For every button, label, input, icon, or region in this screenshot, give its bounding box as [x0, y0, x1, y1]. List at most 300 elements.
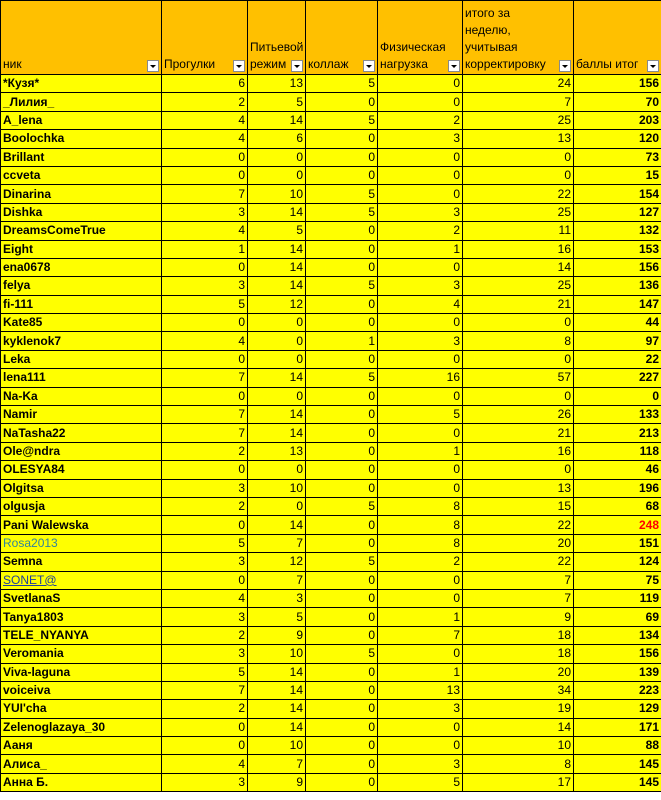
nick-cell[interactable]: DreamsComeTrue	[1, 222, 162, 240]
week-total-cell[interactable]: 22	[463, 185, 574, 203]
nick-cell[interactable]: fi-111	[1, 295, 162, 313]
header-row	[1, 1, 661, 75]
points-total-cell[interactable]: 73	[574, 148, 661, 166]
walks-cell[interactable]: 0	[162, 148, 248, 166]
exercise-cell[interactable]: 0	[378, 387, 463, 405]
table-row	[1, 681, 661, 699]
drinking-cell[interactable]: 10	[248, 645, 306, 663]
drinking-cell[interactable]: 5	[248, 93, 306, 111]
nick-cell[interactable]: ccveta	[1, 166, 162, 184]
drinking-cell[interactable]: 0	[248, 148, 306, 166]
nick-cell[interactable]: Dinarina	[1, 185, 162, 203]
drinking-cell[interactable]: 0	[248, 461, 306, 479]
points-total-cell[interactable]: 196	[574, 479, 661, 497]
header-points-total[interactable]: баллы итог	[574, 1, 661, 75]
points-total-cell[interactable]: 124	[574, 553, 661, 571]
nick-cell[interactable]: lena111	[1, 369, 162, 387]
points-total-cell[interactable]: 156	[574, 75, 661, 93]
drinking-cell[interactable]: 9	[248, 773, 306, 791]
exercise-cell[interactable]: 0	[378, 314, 463, 332]
exercise-cell[interactable]: 0	[378, 350, 463, 368]
collage-cell[interactable]: 0	[306, 534, 378, 552]
collage-cell[interactable]: 0	[306, 130, 378, 148]
filter-dropdown-icon[interactable]	[448, 60, 460, 72]
walks-cell[interactable]: 7	[162, 369, 248, 387]
walks-cell[interactable]: 7	[162, 424, 248, 442]
drinking-cell[interactable]: 0	[248, 166, 306, 184]
drinking-cell[interactable]: 14	[248, 277, 306, 295]
collage-cell[interactable]: 0	[306, 148, 378, 166]
exercise-cell[interactable]: 1	[378, 442, 463, 460]
exercise-cell[interactable]: 0	[378, 166, 463, 184]
nick-cell[interactable]: SvetlanaS	[1, 589, 162, 607]
nick-cell[interactable]: felya	[1, 277, 162, 295]
drinking-cell[interactable]: 0	[248, 314, 306, 332]
week-total-cell[interactable]: 24	[463, 75, 574, 93]
exercise-cell[interactable]: 4	[378, 295, 463, 313]
points-total-cell[interactable]: 145	[574, 773, 661, 791]
drinking-cell[interactable]: 14	[248, 111, 306, 129]
points-total-cell[interactable]: 132	[574, 222, 661, 240]
header-week-total[interactable]: итого за неделю, учитывая корректировку	[463, 1, 574, 75]
exercise-cell[interactable]: 1	[378, 663, 463, 681]
nick-cell[interactable]: Leka	[1, 350, 162, 368]
points-total-cell[interactable]: 22	[574, 350, 661, 368]
nick-cell[interactable]: *Кузя*	[1, 75, 162, 93]
points-total-cell[interactable]: 227	[574, 369, 661, 387]
exercise-cell[interactable]: 5	[378, 773, 463, 791]
collage-cell[interactable]: 0	[306, 755, 378, 773]
collage-cell[interactable]: 1	[306, 332, 378, 350]
table-row	[1, 516, 661, 534]
header-walks[interactable]: Прогулки	[162, 1, 248, 75]
collage-cell[interactable]: 5	[306, 369, 378, 387]
drinking-cell[interactable]: 7	[248, 571, 306, 589]
nick-cell[interactable]: Namir	[1, 406, 162, 424]
walks-cell[interactable]: 3	[162, 773, 248, 791]
header-drinking[interactable]: Питьевой режим	[248, 1, 306, 75]
collage-cell[interactable]: 0	[306, 424, 378, 442]
nick-cell[interactable]: YUI'cha	[1, 700, 162, 718]
points-total-cell[interactable]: 129	[574, 700, 661, 718]
drinking-cell[interactable]: 5	[248, 222, 306, 240]
exercise-cell[interactable]: 2	[378, 111, 463, 129]
drinking-cell[interactable]: 14	[248, 369, 306, 387]
exercise-cell[interactable]: 5	[378, 406, 463, 424]
collage-cell[interactable]: 0	[306, 461, 378, 479]
points-total-cell[interactable]: 171	[574, 718, 661, 736]
week-total-cell[interactable]: 21	[463, 424, 574, 442]
week-total-cell[interactable]: 14	[463, 718, 574, 736]
exercise-cell[interactable]: 0	[378, 737, 463, 755]
drinking-cell[interactable]: 14	[248, 516, 306, 534]
walks-cell[interactable]: 5	[162, 663, 248, 681]
filter-dropdown-icon[interactable]	[647, 60, 659, 72]
collage-cell[interactable]: 0	[306, 166, 378, 184]
nick-cell[interactable]: Rosa2013	[1, 534, 162, 552]
walks-cell[interactable]: 4	[162, 222, 248, 240]
walks-cell[interactable]: 7	[162, 681, 248, 699]
drinking-cell[interactable]: 14	[248, 203, 306, 221]
collage-cell[interactable]: 0	[306, 240, 378, 258]
nick-cell[interactable]: OLESYA84	[1, 461, 162, 479]
table-row	[1, 295, 661, 313]
exercise-cell[interactable]: 1	[378, 240, 463, 258]
drinking-cell[interactable]: 14	[248, 258, 306, 276]
walks-cell[interactable]: 2	[162, 442, 248, 460]
walks-cell[interactable]: 2	[162, 700, 248, 718]
week-total-cell[interactable]: 8	[463, 332, 574, 350]
filter-dropdown-icon[interactable]	[233, 60, 245, 72]
exercise-cell[interactable]: 0	[378, 589, 463, 607]
nick-cell[interactable]: Pani Walewska	[1, 516, 162, 534]
collage-cell[interactable]: 0	[306, 479, 378, 497]
week-total-cell[interactable]: 21	[463, 295, 574, 313]
points-total-cell[interactable]: 145	[574, 755, 661, 773]
points-total-cell[interactable]: 139	[574, 663, 661, 681]
walks-cell[interactable]: 6	[162, 75, 248, 93]
table-row	[1, 461, 661, 479]
walks-cell[interactable]: 3	[162, 479, 248, 497]
walks-cell[interactable]: 0	[162, 737, 248, 755]
exercise-cell[interactable]: 0	[378, 93, 463, 111]
nick-cell[interactable]: Olgitsa	[1, 479, 162, 497]
drinking-cell[interactable]: 9	[248, 626, 306, 644]
collage-cell[interactable]: 0	[306, 222, 378, 240]
exercise-cell[interactable]: 3	[378, 277, 463, 295]
nick-cell[interactable]: kyklenok7	[1, 332, 162, 350]
drinking-cell[interactable]: 5	[248, 608, 306, 626]
walks-cell[interactable]: 0	[162, 571, 248, 589]
drinking-cell[interactable]: 14	[248, 663, 306, 681]
week-total-cell[interactable]: 25	[463, 277, 574, 295]
points-total-cell[interactable]: 223	[574, 681, 661, 699]
week-total-cell[interactable]: 0	[463, 314, 574, 332]
week-total-cell[interactable]: 19	[463, 700, 574, 718]
points-total-cell[interactable]: 88	[574, 737, 661, 755]
drinking-cell[interactable]: 14	[248, 240, 306, 258]
exercise-cell[interactable]: 0	[378, 479, 463, 497]
collage-cell[interactable]: 5	[306, 203, 378, 221]
exercise-cell[interactable]: 0	[378, 148, 463, 166]
exercise-cell[interactable]: 3	[378, 332, 463, 350]
points-total-cell[interactable]: 0	[574, 387, 661, 405]
collage-cell[interactable]: 0	[306, 681, 378, 699]
week-total-cell[interactable]: 22	[463, 516, 574, 534]
walks-cell[interactable]: 4	[162, 332, 248, 350]
walks-cell[interactable]: 0	[162, 516, 248, 534]
exercise-cell[interactable]: 0	[378, 185, 463, 203]
walks-cell[interactable]: 3	[162, 277, 248, 295]
exercise-cell[interactable]: 13	[378, 681, 463, 699]
collage-cell[interactable]: 0	[306, 387, 378, 405]
walks-cell[interactable]: 4	[162, 589, 248, 607]
exercise-cell[interactable]: 8	[378, 516, 463, 534]
points-total-cell[interactable]: 213	[574, 424, 661, 442]
collage-cell[interactable]: 0	[306, 663, 378, 681]
drinking-cell[interactable]: 3	[248, 589, 306, 607]
walks-cell[interactable]: 3	[162, 553, 248, 571]
filter-dropdown-icon[interactable]	[147, 60, 159, 72]
week-total-cell[interactable]: 34	[463, 681, 574, 699]
nick-cell[interactable]: Brillant	[1, 148, 162, 166]
week-total-cell[interactable]: 25	[463, 111, 574, 129]
exercise-cell[interactable]: 0	[378, 645, 463, 663]
points-total-cell[interactable]: 70	[574, 93, 661, 111]
collage-cell[interactable]: 0	[306, 516, 378, 534]
collage-cell[interactable]: 0	[306, 295, 378, 313]
week-total-cell[interactable]: 18	[463, 626, 574, 644]
walks-cell[interactable]: 4	[162, 130, 248, 148]
week-total-cell[interactable]: 22	[463, 553, 574, 571]
collage-cell[interactable]: 5	[306, 553, 378, 571]
nick-cell[interactable]: TELE_NYANYA	[1, 626, 162, 644]
drinking-cell[interactable]: 0	[248, 332, 306, 350]
exercise-cell[interactable]: 0	[378, 258, 463, 276]
week-total-cell[interactable]: 0	[463, 387, 574, 405]
drinking-cell[interactable]: 0	[248, 387, 306, 405]
exercise-cell[interactable]: 0	[378, 718, 463, 736]
exercise-cell[interactable]: 0	[378, 424, 463, 442]
drinking-cell[interactable]: 6	[248, 130, 306, 148]
points-total-cell[interactable]: 156	[574, 645, 661, 663]
exercise-cell[interactable]: 0	[378, 571, 463, 589]
week-total-cell[interactable]: 0	[463, 350, 574, 368]
drinking-cell[interactable]: 14	[248, 700, 306, 718]
walks-cell[interactable]: 0	[162, 718, 248, 736]
walks-cell[interactable]: 3	[162, 203, 248, 221]
walks-cell[interactable]: 0	[162, 387, 248, 405]
week-total-cell[interactable]: 9	[463, 608, 574, 626]
drinking-cell[interactable]: 7	[248, 534, 306, 552]
week-total-cell[interactable]: 13	[463, 130, 574, 148]
points-total-cell[interactable]: 136	[574, 277, 661, 295]
exercise-cell[interactable]: 3	[378, 130, 463, 148]
walks-cell[interactable]: 7	[162, 406, 248, 424]
nick-cell[interactable]: Алиса_	[1, 755, 162, 773]
exercise-cell[interactable]: 8	[378, 534, 463, 552]
exercise-cell[interactable]: 2	[378, 553, 463, 571]
drinking-cell[interactable]: 0	[248, 497, 306, 515]
points-total-cell[interactable]: 127	[574, 203, 661, 221]
walks-cell[interactable]: 2	[162, 626, 248, 644]
collage-cell[interactable]: 5	[306, 645, 378, 663]
week-total-cell[interactable]: 26	[463, 406, 574, 424]
walks-cell[interactable]: 0	[162, 461, 248, 479]
table-row	[1, 589, 661, 607]
nick-cell[interactable]: NaTasha22	[1, 424, 162, 442]
points-total-cell[interactable]: 44	[574, 314, 661, 332]
exercise-cell[interactable]: 1	[378, 608, 463, 626]
week-total-cell[interactable]: 0	[463, 148, 574, 166]
filter-dropdown-icon[interactable]	[363, 60, 375, 72]
collage-cell[interactable]: 5	[306, 75, 378, 93]
nick-cell[interactable]: Ааня	[1, 737, 162, 755]
collage-cell[interactable]: 0	[306, 314, 378, 332]
nick-cell[interactable]: Na-Ka	[1, 387, 162, 405]
walks-cell[interactable]: 3	[162, 645, 248, 663]
week-total-cell[interactable]: 0	[463, 461, 574, 479]
header-exercise[interactable]: Физическая нагрузка	[378, 1, 463, 75]
walks-cell[interactable]: 0	[162, 166, 248, 184]
points-total-cell[interactable]: 119	[574, 589, 661, 607]
walks-cell[interactable]: 1	[162, 240, 248, 258]
week-total-cell[interactable]: 20	[463, 534, 574, 552]
walks-cell[interactable]: 2	[162, 93, 248, 111]
nick-cell[interactable]: Eight	[1, 240, 162, 258]
points-total-cell[interactable]: 69	[574, 608, 661, 626]
week-total-cell[interactable]: 16	[463, 240, 574, 258]
collage-cell[interactable]: 0	[306, 350, 378, 368]
points-total-cell[interactable]: 203	[574, 111, 661, 129]
exercise-cell[interactable]: 2	[378, 222, 463, 240]
week-total-cell[interactable]: 7	[463, 589, 574, 607]
header-collage[interactable]: коллаж	[306, 1, 378, 75]
walks-cell[interactable]: 0	[162, 350, 248, 368]
table-row	[1, 350, 661, 368]
week-total-cell[interactable]: 7	[463, 93, 574, 111]
points-total-cell[interactable]: 15	[574, 166, 661, 184]
drinking-cell[interactable]: 7	[248, 755, 306, 773]
exercise-cell[interactable]: 16	[378, 369, 463, 387]
points-total-cell[interactable]: 153	[574, 240, 661, 258]
drinking-cell[interactable]: 13	[248, 75, 306, 93]
exercise-cell[interactable]: 3	[378, 700, 463, 718]
drinking-cell[interactable]: 14	[248, 718, 306, 736]
header-nick[interactable]: ник	[1, 1, 162, 75]
collage-cell[interactable]: 0	[306, 406, 378, 424]
walks-cell[interactable]: 0	[162, 314, 248, 332]
nick-cell[interactable]: Zelenoglazaya_30	[1, 718, 162, 736]
nick-cell[interactable]: A_lena	[1, 111, 162, 129]
nick-cell[interactable]: Ole@ndra	[1, 442, 162, 460]
collage-cell[interactable]: 0	[306, 589, 378, 607]
week-total-cell[interactable]: 15	[463, 497, 574, 515]
nick-cell[interactable]: Анна Б.	[1, 773, 162, 791]
points-total-cell[interactable]: 133	[574, 406, 661, 424]
collage-cell[interactable]: 5	[306, 111, 378, 129]
table-row	[1, 424, 661, 442]
collage-cell[interactable]: 5	[306, 497, 378, 515]
walks-cell[interactable]: 5	[162, 534, 248, 552]
drinking-cell[interactable]: 12	[248, 553, 306, 571]
collage-cell[interactable]: 0	[306, 626, 378, 644]
drinking-cell[interactable]: 14	[248, 406, 306, 424]
table-row	[1, 571, 661, 589]
walks-cell[interactable]: 7	[162, 185, 248, 203]
collage-cell[interactable]: 0	[306, 258, 378, 276]
points-total-cell[interactable]: 68	[574, 497, 661, 515]
week-total-cell[interactable]: 25	[463, 203, 574, 221]
nick-cell[interactable]: Veromania	[1, 645, 162, 663]
week-total-cell[interactable]: 18	[463, 645, 574, 663]
week-total-cell[interactable]: 20	[463, 663, 574, 681]
collage-cell[interactable]: 0	[306, 718, 378, 736]
week-total-cell[interactable]: 14	[463, 258, 574, 276]
walks-cell[interactable]: 2	[162, 497, 248, 515]
week-total-cell[interactable]: 16	[463, 442, 574, 460]
collage-cell[interactable]: 0	[306, 93, 378, 111]
walks-cell[interactable]: 5	[162, 295, 248, 313]
nick-cell[interactable]: SONET@	[1, 571, 162, 589]
exercise-cell[interactable]: 8	[378, 497, 463, 515]
collage-cell[interactable]: 0	[306, 608, 378, 626]
drinking-cell[interactable]: 14	[248, 424, 306, 442]
collage-cell[interactable]: 5	[306, 277, 378, 295]
points-total-cell[interactable]: 147	[574, 295, 661, 313]
drinking-cell[interactable]: 10	[248, 479, 306, 497]
nick-cell[interactable]: _Лилия_	[1, 93, 162, 111]
points-total-cell[interactable]: 118	[574, 442, 661, 460]
walks-cell[interactable]: 3	[162, 608, 248, 626]
points-total-cell[interactable]: 156	[574, 258, 661, 276]
nick-cell[interactable]: ena0678	[1, 258, 162, 276]
nick-cell[interactable]: Semna	[1, 553, 162, 571]
drinking-cell[interactable]: 10	[248, 737, 306, 755]
collage-cell[interactable]: 0	[306, 442, 378, 460]
nick-cell[interactable]: Kate85	[1, 314, 162, 332]
collage-cell[interactable]: 0	[306, 700, 378, 718]
walks-cell[interactable]: 4	[162, 755, 248, 773]
drinking-cell[interactable]: 12	[248, 295, 306, 313]
nick-cell[interactable]: Tanya1803	[1, 608, 162, 626]
filter-dropdown-icon[interactable]	[559, 60, 571, 72]
exercise-cell[interactable]: 0	[378, 461, 463, 479]
table-row	[1, 737, 661, 755]
exercise-cell[interactable]: 0	[378, 75, 463, 93]
week-total-cell[interactable]: 0	[463, 166, 574, 184]
week-total-cell[interactable]: 13	[463, 479, 574, 497]
points-total-cell[interactable]: 97	[574, 332, 661, 350]
table-row	[1, 534, 661, 552]
points-total-cell[interactable]: 151	[574, 534, 661, 552]
collage-cell[interactable]: 0	[306, 571, 378, 589]
collage-cell[interactable]: 5	[306, 185, 378, 203]
walks-cell[interactable]: 4	[162, 111, 248, 129]
week-total-cell[interactable]: 7	[463, 571, 574, 589]
walks-cell[interactable]: 0	[162, 258, 248, 276]
nick-cell[interactable]: Dishka	[1, 203, 162, 221]
collage-cell[interactable]: 0	[306, 773, 378, 791]
drinking-cell[interactable]: 14	[248, 681, 306, 699]
points-total-cell[interactable]: 46	[574, 461, 661, 479]
drinking-cell[interactable]: 13	[248, 442, 306, 460]
week-total-cell[interactable]: 10	[463, 737, 574, 755]
table-row	[1, 626, 661, 644]
exercise-cell[interactable]: 3	[378, 203, 463, 221]
week-total-cell[interactable]: 11	[463, 222, 574, 240]
week-total-cell[interactable]: 57	[463, 369, 574, 387]
drinking-cell[interactable]: 0	[248, 350, 306, 368]
points-total-cell[interactable]: 75	[574, 571, 661, 589]
points-total-cell[interactable]: 134	[574, 626, 661, 644]
collage-cell[interactable]: 0	[306, 737, 378, 755]
filter-dropdown-icon[interactable]	[291, 60, 303, 72]
nick-cell[interactable]: olgusja	[1, 497, 162, 515]
exercise-cell[interactable]: 7	[378, 626, 463, 644]
week-total-cell[interactable]: 17	[463, 773, 574, 791]
nick-cell[interactable]: Viva-laguna	[1, 663, 162, 681]
points-total-cell[interactable]: 154	[574, 185, 661, 203]
points-total-cell[interactable]: 248	[574, 516, 661, 534]
drinking-cell[interactable]: 10	[248, 185, 306, 203]
nick-cell[interactable]: voiceiva	[1, 681, 162, 699]
points-total-cell[interactable]: 120	[574, 130, 661, 148]
nick-cell[interactable]: Boolochka	[1, 130, 162, 148]
table-row	[1, 93, 661, 111]
exercise-cell[interactable]: 3	[378, 755, 463, 773]
week-total-cell[interactable]: 8	[463, 755, 574, 773]
